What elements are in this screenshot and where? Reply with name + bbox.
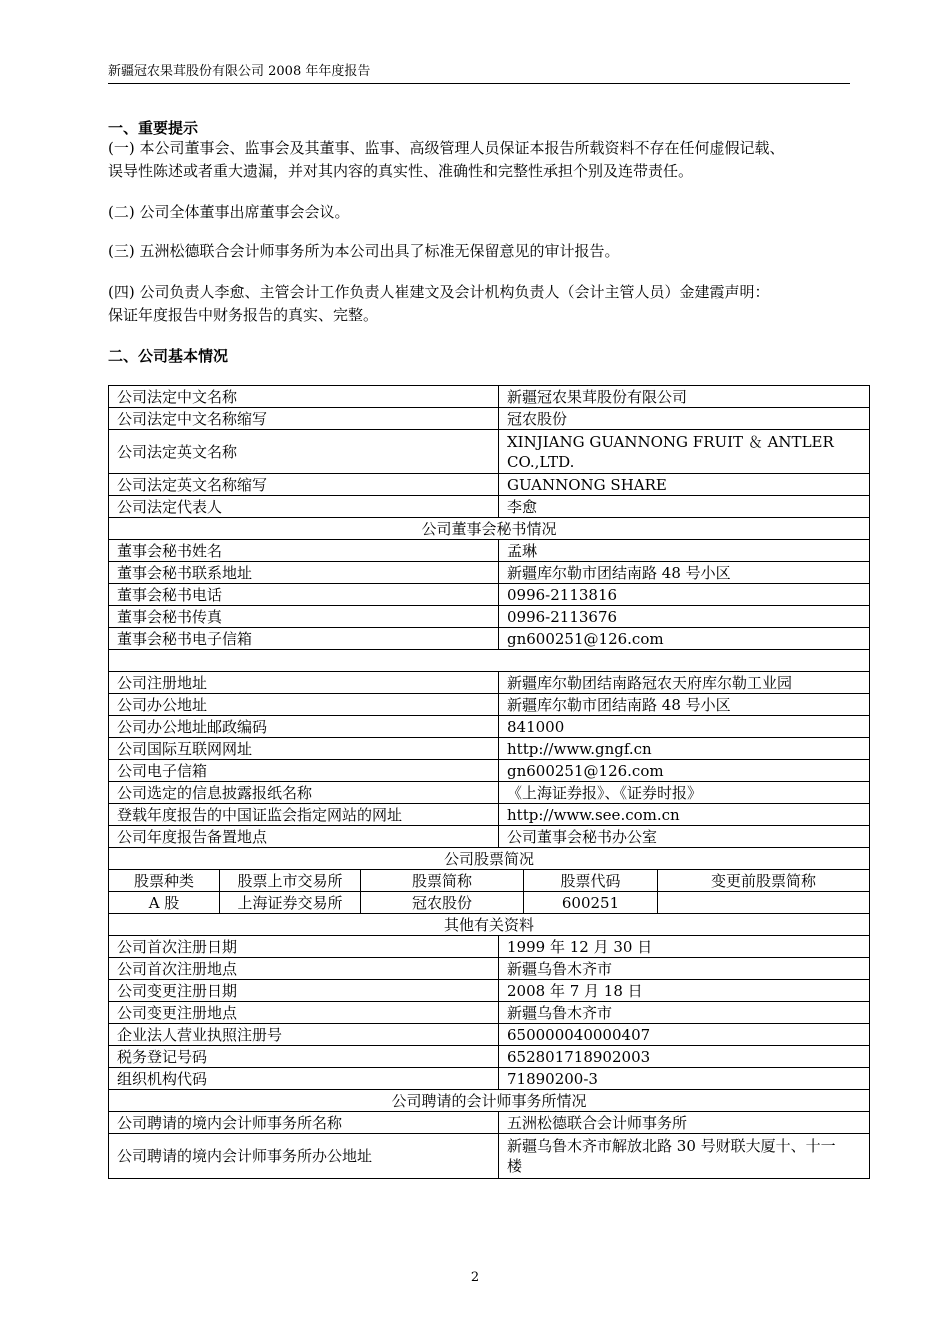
row-label: 董事会秘书姓名 [109, 540, 499, 562]
row-label: 公司电子信箱 [109, 760, 499, 782]
row-value: 新疆乌鲁木齐市 [499, 958, 870, 980]
table-row [109, 672, 870, 694]
table-row [109, 826, 870, 848]
table-row [109, 408, 870, 430]
row-value: http://www.see.com.cn [499, 804, 870, 826]
row-label: 公司法定代表人 [109, 496, 499, 518]
row-value: 《上海证券报》、《证券时报》 [499, 782, 870, 804]
row-label: 董事会秘书电话 [109, 584, 499, 606]
row-label: 公司法定英文名称 [109, 430, 499, 474]
row-value: gn600251@126.com [499, 760, 870, 782]
table-section-header [109, 848, 870, 870]
row-label: 公司选定的信息披露报纸名称 [109, 782, 499, 804]
table-row [109, 584, 870, 606]
row-value: gn600251@126.com [499, 628, 870, 650]
row-label: 公司法定英文名称缩写 [109, 474, 499, 496]
row-value: 652801718902003 [499, 1046, 870, 1068]
audit-address-line1: 新疆乌鲁木齐市解放北路 30 号财联大厦十、十一 [507, 1137, 836, 1155]
stock-header: 公司股票简况 [109, 848, 870, 870]
row-value: 1999 年 12 月 30 日 [499, 936, 870, 958]
table-row [109, 606, 870, 628]
row-label: 公司聘请的境内会计师事务所办公地址 [109, 1134, 499, 1179]
table-row [109, 540, 870, 562]
row-label: 公司聘请的境内会计师事务所名称 [109, 1112, 499, 1134]
row-label: 公司办公地址 [109, 694, 499, 716]
english-name-line2: CO.,LTD. [507, 452, 575, 471]
table-row [109, 474, 870, 496]
audit-address-line2: 楼 [507, 1157, 523, 1175]
table-section-header [109, 1090, 870, 1112]
row-label: 公司注册地址 [109, 672, 499, 694]
empty-row [109, 650, 870, 672]
empty-cell [109, 650, 870, 672]
row-value: 0996-2113816 [499, 584, 870, 606]
notice-p1-line1: (一) 本公司董事会、监事会及其董事、监事、高级管理人员保证本报告所载资料不存在任何虚假记载、 [108, 139, 785, 157]
notice-p4-line2: 保证年度报告中财务报告的真实、完整。 [108, 306, 379, 324]
stock-subtable-row [109, 870, 870, 914]
table-row [109, 958, 870, 980]
row-value: 孟琳 [499, 540, 870, 562]
company-info-table [108, 385, 870, 1179]
notice-paragraph-1 [108, 137, 853, 183]
row-label: 公司变更注册日期 [109, 980, 499, 1002]
row-value: 0996-2113676 [499, 606, 870, 628]
table-row [109, 782, 870, 804]
stock-value-row [109, 892, 869, 914]
section-title-company-info: 二、公司基本情况 [108, 347, 229, 365]
row-value: 新疆库尔勒市团结南路 48 号小区 [499, 694, 870, 716]
table-row [109, 1002, 870, 1024]
notice-p1-line2: 误导性陈述或者重大遗漏，并对其内容的真实性、准确性和完整性承担个别及连带责任。 [108, 162, 694, 180]
table-row [109, 716, 870, 738]
row-value: 2008 年 7 月 18 日 [499, 980, 870, 1002]
row-label: 公司首次注册地点 [109, 958, 499, 980]
stock-col-header: 变更前股票简称 [658, 870, 870, 892]
row-label: 董事会秘书传真 [109, 606, 499, 628]
secretary-header: 公司董事会秘书情况 [109, 518, 870, 540]
row-value: GUANNONG SHARE [499, 474, 870, 496]
row-label: 登载年度报告的中国证监会指定网站的网址 [109, 804, 499, 826]
row-label: 公司国际互联网网址 [109, 738, 499, 760]
page-header: 新疆冠农果茸股份有限公司 2008 年年度报告 [108, 60, 850, 84]
notice-paragraph-4 [108, 281, 853, 327]
table-row [109, 1134, 870, 1179]
row-label: 公司变更注册地点 [109, 1002, 499, 1024]
row-value: 李愈 [499, 496, 870, 518]
stock-short-name: 冠农股份 [361, 892, 524, 914]
row-label: 公司法定中文名称 [109, 386, 499, 408]
stock-subtable-cell [109, 870, 870, 914]
table-row [109, 1024, 870, 1046]
row-value: 71890200-3 [499, 1068, 870, 1090]
table-row [109, 760, 870, 782]
table-row [109, 386, 870, 408]
table-row [109, 628, 870, 650]
stock-exchange: 上海证券交易所 [220, 892, 361, 914]
notice-paragraph-2: (二) 公司全体董事出席董事会会议。 [108, 203, 350, 221]
table-row [109, 1046, 870, 1068]
row-label: 公司年度报告备置地点 [109, 826, 499, 848]
notice-p4-line1: (四) 公司负责人李愈、主管会计工作负责人崔建文及会计机构负责人（会计主管人员）金建霞声明： [108, 283, 770, 301]
row-value: 公司董事会秘书办公室 [499, 826, 870, 848]
table-row [109, 980, 870, 1002]
stock-former-name [658, 892, 870, 914]
table-row [109, 804, 870, 826]
stock-col-header: 股票简称 [361, 870, 524, 892]
stock-type: A 股 [109, 892, 220, 914]
notice-paragraph-3: (三) 五洲松德联合会计师事务所为本公司出具了标准无保留意见的审计报告。 [108, 242, 620, 260]
stock-col-header: 股票种类 [109, 870, 220, 892]
row-value [499, 1134, 870, 1179]
row-label: 公司法定中文名称缩写 [109, 408, 499, 430]
english-name-line1: XINJIANG GUANNONG FRUIT ＆ ANTLER [507, 432, 834, 451]
section-title-important-notice: 一、重要提示 [108, 119, 199, 137]
table-row [109, 1068, 870, 1090]
table-row [109, 496, 870, 518]
stock-code: 600251 [524, 892, 658, 914]
row-label: 公司办公地址邮政编码 [109, 716, 499, 738]
row-label: 税务登记号码 [109, 1046, 499, 1068]
other-header: 其他有关资料 [109, 914, 870, 936]
row-value: 650000040000407 [499, 1024, 870, 1046]
table-row [109, 1112, 870, 1134]
stock-subtable [109, 870, 869, 913]
stock-header-row [109, 870, 869, 892]
row-value: 五洲松德联合会计师事务所 [499, 1112, 870, 1134]
table-section-header [109, 518, 870, 540]
audit-header: 公司聘请的会计师事务所情况 [109, 1090, 870, 1112]
row-value: 新疆乌鲁木齐市 [499, 1002, 870, 1024]
row-value: 新疆冠农果茸股份有限公司 [499, 386, 870, 408]
row-value: 冠农股份 [499, 408, 870, 430]
table-row [109, 562, 870, 584]
table-row [109, 694, 870, 716]
row-label: 企业法人营业执照注册号 [109, 1024, 499, 1046]
row-value: 新疆库尔勒市团结南路 48 号小区 [499, 562, 870, 584]
row-label: 组织机构代码 [109, 1068, 499, 1090]
row-label: 董事会秘书电子信箱 [109, 628, 499, 650]
table-row [109, 738, 870, 760]
row-value [499, 430, 870, 474]
row-value: http://www.gngf.cn [499, 738, 870, 760]
row-label: 公司首次注册日期 [109, 936, 499, 958]
row-value: 新疆库尔勒团结南路冠农天府库尔勒工业园 [499, 672, 870, 694]
stock-col-header: 股票代码 [524, 870, 658, 892]
table-row [109, 936, 870, 958]
table-section-header [109, 914, 870, 936]
stock-col-header: 股票上市交易所 [220, 870, 361, 892]
row-label: 董事会秘书联系地址 [109, 562, 499, 584]
page-number: 2 [470, 1270, 480, 1285]
row-value: 841000 [499, 716, 870, 738]
table-row [109, 430, 870, 474]
